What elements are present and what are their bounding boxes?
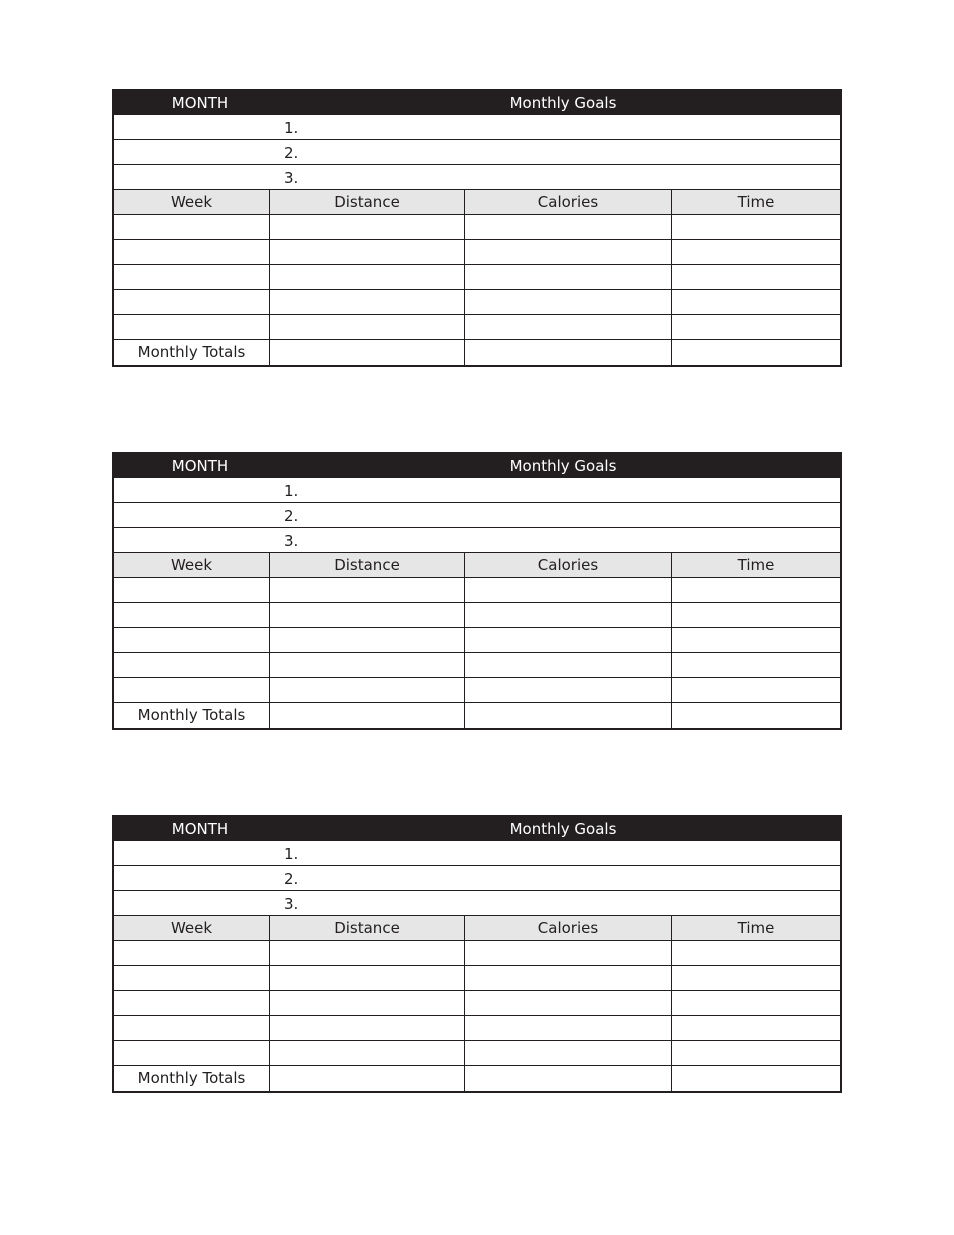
- monthly-log-table: [112, 89, 842, 367]
- time-cell[interactable]: [672, 1041, 840, 1065]
- time-cell[interactable]: [672, 240, 840, 264]
- time-cell[interactable]: [672, 315, 840, 339]
- goal-number: 2.: [284, 144, 299, 162]
- column-header-row: [114, 916, 840, 941]
- time-total-cell[interactable]: [672, 1066, 840, 1091]
- column-header-week: Week: [114, 190, 270, 214]
- time-cell[interactable]: [672, 678, 840, 702]
- goal-number: 3.: [284, 895, 299, 913]
- week-cell[interactable]: [114, 315, 270, 339]
- distance-cell[interactable]: [270, 628, 465, 652]
- distance-cell[interactable]: [270, 603, 465, 627]
- week-cell[interactable]: [114, 215, 270, 239]
- time-cell[interactable]: [672, 603, 840, 627]
- week-row: [114, 578, 840, 603]
- calories-cell[interactable]: [465, 966, 672, 990]
- distance-cell[interactable]: [270, 290, 465, 314]
- column-header-distance: Distance: [270, 553, 465, 577]
- distance-cell[interactable]: [270, 265, 465, 289]
- week-row: [114, 240, 840, 265]
- week-rows: [114, 941, 840, 1091]
- week-rows: [114, 215, 840, 365]
- monthly-totals-row: [114, 703, 840, 728]
- week-cell[interactable]: [114, 941, 270, 965]
- calories-cell[interactable]: [465, 628, 672, 652]
- column-header-week: Week: [114, 916, 270, 940]
- calories-cell[interactable]: [465, 578, 672, 602]
- calories-total-cell[interactable]: [465, 703, 672, 728]
- calories-total-cell[interactable]: [465, 1066, 672, 1091]
- monthly-totals-label: Monthly Totals: [114, 1066, 270, 1091]
- week-row: [114, 315, 840, 340]
- time-cell[interactable]: [672, 265, 840, 289]
- time-cell[interactable]: [672, 653, 840, 677]
- month-label: MONTH: [171, 457, 229, 475]
- calories-cell[interactable]: [465, 603, 672, 627]
- column-header-distance: Distance: [270, 190, 465, 214]
- distance-cell[interactable]: [270, 578, 465, 602]
- goal-row[interactable]: [114, 528, 840, 553]
- time-cell[interactable]: [672, 290, 840, 314]
- week-row: [114, 941, 840, 966]
- distance-cell[interactable]: [270, 1016, 465, 1040]
- column-header-time: Time: [737, 556, 775, 574]
- calories-cell[interactable]: [465, 1016, 672, 1040]
- time-cell[interactable]: [672, 966, 840, 990]
- calories-cell[interactable]: [465, 1041, 672, 1065]
- goal-number: 3.: [284, 169, 299, 187]
- distance-cell[interactable]: [270, 215, 465, 239]
- month-label: MONTH: [171, 820, 229, 838]
- week-cell[interactable]: [114, 603, 270, 627]
- table-header: [114, 91, 840, 115]
- monthly-goals-label: Monthly Goals: [509, 94, 617, 112]
- week-cell[interactable]: [114, 966, 270, 990]
- week-row: [114, 966, 840, 991]
- goal-row[interactable]: [114, 478, 840, 503]
- column-header-week: Week: [114, 553, 270, 577]
- week-row: [114, 290, 840, 315]
- week-row: [114, 628, 840, 653]
- week-cell[interactable]: [114, 1016, 270, 1040]
- monthly-totals-row: [114, 1066, 840, 1091]
- week-cell[interactable]: [114, 678, 270, 702]
- calories-cell[interactable]: [465, 941, 672, 965]
- time-cell[interactable]: [672, 1016, 840, 1040]
- time-cell[interactable]: [672, 941, 840, 965]
- time-cell[interactable]: [672, 991, 840, 1015]
- column-header-distance: Distance: [270, 916, 465, 940]
- monthly-totals-label: Monthly Totals: [114, 340, 270, 365]
- distance-total-cell[interactable]: [270, 703, 465, 728]
- calories-cell[interactable]: [465, 315, 672, 339]
- goal-row[interactable]: [114, 841, 840, 866]
- week-row: [114, 653, 840, 678]
- distance-cell[interactable]: [270, 966, 465, 990]
- week-cell[interactable]: [114, 290, 270, 314]
- goal-number: 2.: [284, 507, 299, 525]
- time-total-cell[interactable]: [672, 703, 840, 728]
- goal-number: 1.: [284, 482, 299, 500]
- goal-number: 3.: [284, 532, 299, 550]
- distance-total-cell[interactable]: [270, 340, 465, 365]
- week-row: [114, 1016, 840, 1041]
- distance-cell[interactable]: [270, 315, 465, 339]
- distance-cell[interactable]: [270, 653, 465, 677]
- calories-cell[interactable]: [465, 240, 672, 264]
- time-cell[interactable]: [672, 628, 840, 652]
- goal-row[interactable]: [114, 891, 840, 916]
- distance-total-cell[interactable]: [270, 1066, 465, 1091]
- month-label: MONTH: [171, 94, 229, 112]
- monthly-totals-label: Monthly Totals: [114, 703, 270, 728]
- calories-cell[interactable]: [465, 991, 672, 1015]
- monthly-totals-row: [114, 340, 840, 365]
- goal-row[interactable]: [114, 866, 840, 891]
- column-header-time: Time: [737, 193, 775, 211]
- calories-cell[interactable]: [465, 215, 672, 239]
- distance-cell[interactable]: [270, 678, 465, 702]
- calories-cell[interactable]: [465, 653, 672, 677]
- calories-total-cell[interactable]: [465, 340, 672, 365]
- week-cell[interactable]: [114, 653, 270, 677]
- calories-cell[interactable]: [465, 265, 672, 289]
- table-header: [114, 817, 840, 841]
- week-cell[interactable]: [114, 578, 270, 602]
- week-cell[interactable]: [114, 991, 270, 1015]
- calories-cell[interactable]: [465, 290, 672, 314]
- week-row: [114, 991, 840, 1016]
- goal-number: 1.: [284, 845, 299, 863]
- time-total-cell[interactable]: [672, 340, 840, 365]
- column-header-calories: Calories: [465, 190, 672, 214]
- calories-cell[interactable]: [465, 678, 672, 702]
- column-header-row: [114, 190, 840, 215]
- distance-cell[interactable]: [270, 1041, 465, 1065]
- week-row: [114, 215, 840, 240]
- goal-row[interactable]: [114, 503, 840, 528]
- goal-row[interactable]: [114, 140, 840, 165]
- week-row: [114, 1041, 840, 1066]
- column-header-calories: Calories: [465, 553, 672, 577]
- goal-number: 2.: [284, 870, 299, 888]
- column-header-calories: Calories: [465, 916, 672, 940]
- column-header-time: Time: [737, 919, 775, 937]
- distance-cell[interactable]: [270, 991, 465, 1015]
- monthly-log-table: [112, 815, 842, 1093]
- week-rows: [114, 578, 840, 728]
- monthly-goals-label: Monthly Goals: [509, 820, 617, 838]
- week-row: [114, 265, 840, 290]
- distance-cell[interactable]: [270, 941, 465, 965]
- week-cell[interactable]: [114, 240, 270, 264]
- week-cell[interactable]: [114, 265, 270, 289]
- monthly-log-table: [112, 452, 842, 730]
- time-cell[interactable]: [672, 578, 840, 602]
- week-cell[interactable]: [114, 628, 270, 652]
- column-header-row: [114, 553, 840, 578]
- goal-row[interactable]: [114, 165, 840, 190]
- monthly-goals-label: Monthly Goals: [509, 457, 617, 475]
- table-header: [114, 454, 840, 478]
- distance-cell[interactable]: [270, 240, 465, 264]
- week-row: [114, 603, 840, 628]
- week-cell[interactable]: [114, 1041, 270, 1065]
- goal-row[interactable]: [114, 115, 840, 140]
- week-row: [114, 678, 840, 703]
- time-cell[interactable]: [672, 215, 840, 239]
- goal-number: 1.: [284, 119, 299, 137]
